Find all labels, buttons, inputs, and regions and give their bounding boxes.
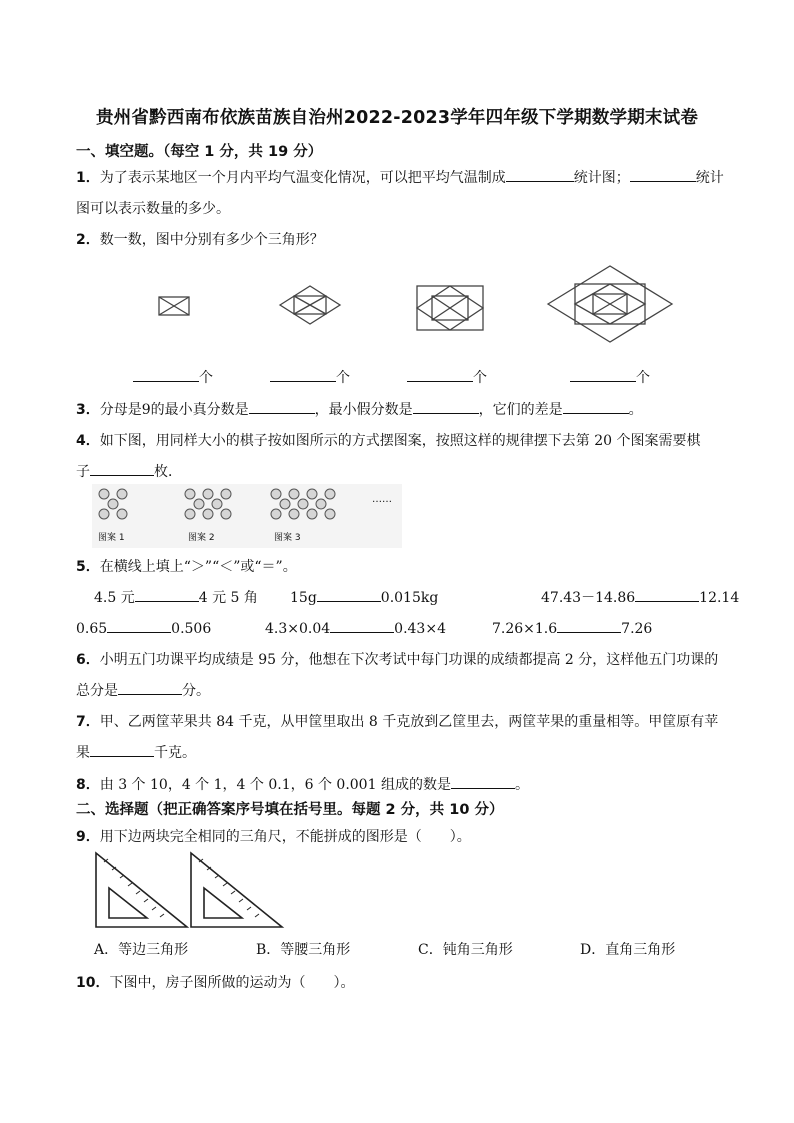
question-number: 5．	[76, 559, 100, 575]
question-7-line-1: 7．甲、乙两筐苹果共 84 千克，从甲筐里取出 8 千克放到乙筐里去，两筐苹果的重量相等。甲筐原有苹	[76, 714, 719, 730]
answer-blank[interactable]	[135, 587, 199, 602]
answer-blank[interactable]	[90, 742, 154, 757]
compare-item: 4.5 元 4 元 5 角	[94, 587, 258, 607]
exam-title: 贵州省黔西南布依族苗族自治州2022-2023学年四年级下学期数学期末试卷	[95, 108, 699, 128]
triangle-figure-3	[413, 283, 488, 333]
question-7-line-2: 果 千克。	[76, 742, 196, 762]
question-1-line-1: 1．为了表示某地区一个月内平均气温变化情况，可以把平均气温制成 统计图； 统计	[76, 167, 724, 187]
question-number: 9．	[76, 829, 100, 845]
option-a[interactable]: A．等边三角形	[94, 942, 189, 958]
answer-blank[interactable]	[451, 774, 515, 789]
figure-4-answer: 个	[570, 367, 650, 387]
answer-blank[interactable]	[407, 367, 473, 382]
question-9: 9．用下边两块完全相同的三角尺，不能拼成的图形是（ ）。	[76, 829, 471, 845]
section-1-heading: 一、填空题。（每空 1 分，共 19 分）	[76, 144, 323, 160]
option-b[interactable]: B．等腰三角形	[256, 942, 351, 958]
question-number: 4．	[76, 433, 100, 449]
answer-blank[interactable]	[630, 167, 696, 182]
answer-blank[interactable]	[133, 367, 199, 382]
compare-item: 7.26×1.6 7.26	[492, 618, 652, 637]
pattern-2-caption: 图案 2	[188, 533, 215, 543]
answer-blank[interactable]	[570, 367, 636, 382]
question-1-line-2: 图可以表示数量的多少。	[76, 201, 230, 217]
question-5: 5．在横线上填上“＞”“＜”或“＝”。	[76, 559, 297, 575]
chess-pieces	[92, 484, 402, 548]
answer-blank[interactable]	[249, 399, 315, 414]
answer-blank[interactable]	[413, 399, 479, 414]
triangle-figure-2	[275, 282, 345, 328]
triangle-figure-1	[150, 290, 200, 322]
answer-blank[interactable]	[317, 587, 381, 602]
triangle-figure-4	[545, 263, 675, 345]
option-d[interactable]: D．直角三角形	[580, 942, 676, 958]
compare-item: 0.65 0.506	[76, 618, 211, 637]
question-6-line-2: 总分是 分。	[76, 680, 210, 700]
answer-blank[interactable]	[506, 167, 574, 182]
pattern-1-caption: 图案 1	[98, 533, 125, 543]
option-c[interactable]: C．钝角三角形	[418, 942, 513, 958]
question-2: 2．数一数，图中分别有多少个三角形？	[76, 232, 324, 248]
answer-blank[interactable]	[557, 618, 621, 633]
compare-item: 15g 0.015kg	[290, 587, 438, 606]
question-8: 8．由 3 个 10，4 个 1，4 个 0.1，6 个 0.001 组成的数是 。	[76, 774, 529, 794]
set-squares-figure	[92, 850, 288, 930]
question-number: 2．	[76, 232, 100, 248]
question-10: 10．下图中，房子图所做的运动为（ ）。	[76, 975, 355, 991]
answer-blank[interactable]	[635, 587, 699, 602]
question-number: 3．	[76, 402, 100, 418]
question-number: 1．	[76, 170, 100, 186]
figure-3-answer: 个	[407, 367, 487, 387]
answer-blank[interactable]	[330, 618, 394, 633]
question-3: 3．分母是9的最小真分数是 ，最小假分数是 ，它们的差是 。	[76, 399, 643, 419]
section-2-heading: 二、选择题（把正确答案序号填在括号里。每题 2 分，共 10 分）	[76, 802, 504, 818]
question-number: 7．	[76, 714, 100, 730]
question-4-line-1: 4．如下图，用同样大小的棋子按如图所示的方式摆图案，按照这样的规律摆下去第 20 个图案需要棋	[76, 433, 701, 449]
answer-blank[interactable]	[563, 399, 629, 414]
question-4-line-2: 子 枚．	[76, 461, 182, 481]
question-6-line-1: 6．小明五门功课平均成绩是 95 分，他想在下次考试中每门功课的成绩都提高 2 分，这样他五门功课的	[76, 652, 719, 668]
question-number: 10．	[76, 975, 110, 991]
question-number: 8．	[76, 777, 100, 793]
pattern-3-caption: 图案 3	[274, 533, 301, 543]
answer-blank[interactable]	[90, 461, 154, 476]
figure-1-answer: 个	[133, 367, 213, 387]
answer-blank[interactable]	[107, 618, 171, 633]
question-number: 6．	[76, 652, 100, 668]
compare-item: 47.43－14.86 12.14	[541, 587, 739, 607]
answer-blank[interactable]	[270, 367, 336, 382]
figure-2-answer: 个	[270, 367, 350, 387]
compare-item: 4.3×0.04 0.43×4	[265, 618, 446, 637]
answer-blank[interactable]	[118, 680, 182, 695]
pattern-ellipsis: ……	[372, 494, 392, 505]
chess-pattern-figure	[92, 484, 402, 548]
